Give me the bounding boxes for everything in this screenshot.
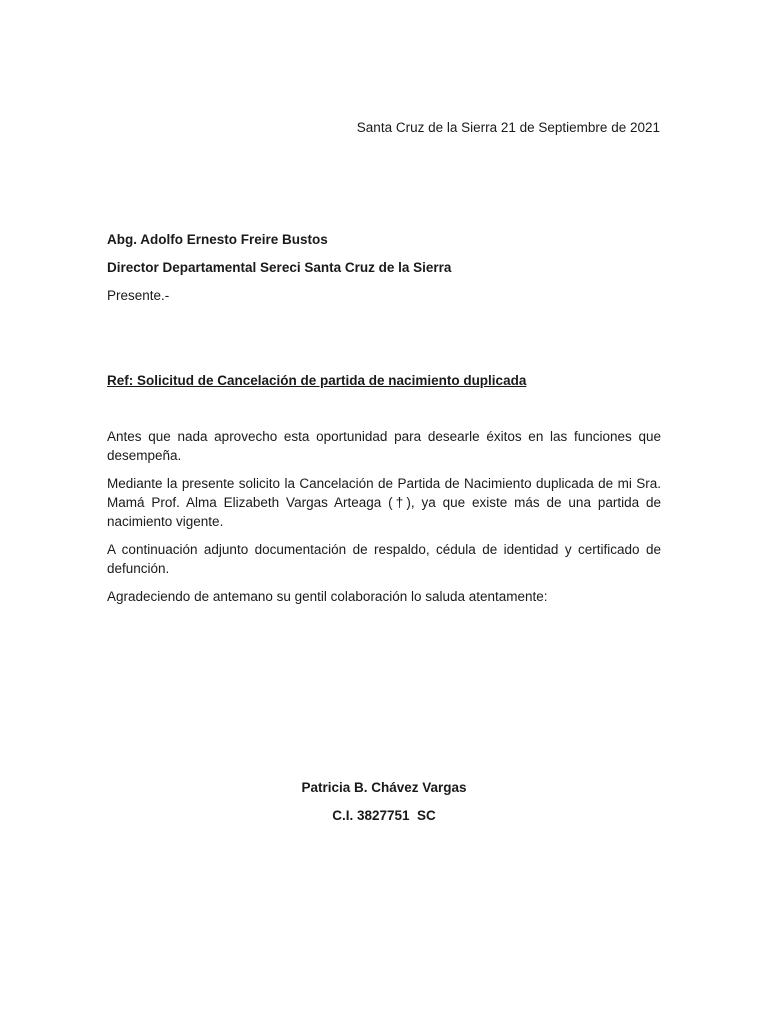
addressee-block	[107, 231, 667, 315]
body-paragraph-closing: Agradeciendo de antemano su gentil colaboración lo saluda atentamente:	[107, 589, 548, 604]
reference-line: Ref: Solicitud de Cancelación de partida de nacimiento duplicada	[107, 373, 527, 388]
body-paragraph-attachments: A continuación adjunto documentación de respaldo, cédula de identidad y certificado de defunción.	[107, 542, 661, 576]
signature-block	[0, 779, 768, 835]
recipient-title: Director Departamental Sereci Santa Cruz de la Sierra	[107, 260, 452, 275]
letter-body	[107, 427, 661, 615]
salutation: Presente.-	[107, 288, 170, 303]
body-paragraph-request: Mediante la presente solicito la Cancelación de Partida de Nacimiento duplicada de mi Sra. Mamá Prof. Alma Elizabeth Vargas Arteaga (†), ya que existe más de una partida de nacimiento vigente.	[107, 476, 661, 529]
signer-id: C.I. 3827751 SC	[332, 808, 436, 823]
signer-name: Patricia B. Chávez Vargas	[301, 780, 467, 795]
body-paragraph-greeting: Antes que nada aprovecho esta oportunidad para desearle éxitos en las funciones que desempeña.	[107, 429, 661, 463]
recipient-name: Abg. Adolfo Ernesto Freire Bustos	[107, 232, 328, 247]
date-line: Santa Cruz de la Sierra 21 de Septiembre de 2021	[356, 120, 660, 135]
